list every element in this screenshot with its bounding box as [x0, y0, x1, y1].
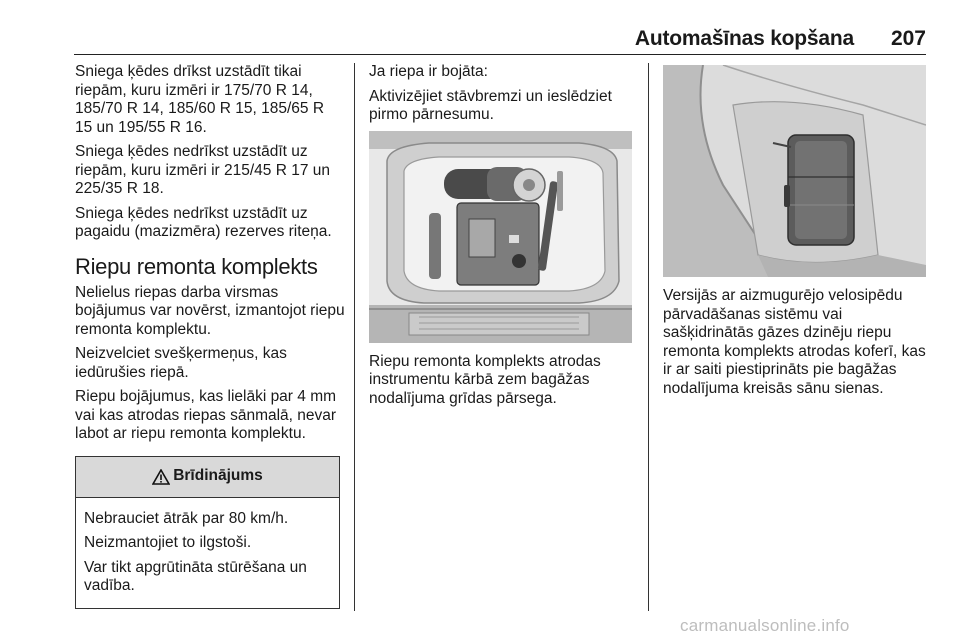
figure-caption: Versijās ar aizmugurējo velosipēdu pārvadāšanas sistēmu vai sašķidrinātās gāzes dzinēju riepu remonta komplekts atrodas koferī, kas ir ar saiti piestiprināts pie bagāžas nodalījuma kreisās sānu sienas.: [663, 287, 926, 397]
section-title: Riepu remonta komplekts: [75, 253, 318, 279]
trunk-case-figure: [663, 65, 926, 277]
paragraph: Riepu bojājumus, kas lielāki par 4 mm vai kas atrodas riepas sānmalā, nevar labot ar riepu remonta komplektu.: [75, 388, 337, 442]
warning-header: [76, 457, 339, 498]
column-right: [663, 63, 933, 404]
warning-triangle-icon: [152, 469, 170, 485]
header-title: Automašīnas kopšana: [634, 27, 854, 50]
paragraph: Nelielus riepas darba virsmas bojājumus var novērst, izmantojot riepu remonta komplektu.: [75, 283, 345, 338]
figure-caption: Riepu remonta komplekts atrodas instrumentu kārbā zem bagāžas nodalījuma grīdas pārsega.: [369, 352, 601, 407]
warning-item: Neizmantojiet to ilgstoši.: [84, 534, 252, 551]
paragraph: Sniega ķēdes nedrīkst uzstādīt uz riepām, kuru izmēri ir 215/45 R 17 un 225/35 R 18.: [75, 143, 331, 197]
page-header: [74, 26, 926, 55]
column-separator: [648, 63, 649, 611]
warning-item: Var tikt apgrūtināta stūrēšana un vadība.: [84, 558, 307, 594]
warning-body: [76, 498, 339, 608]
warning-box: [75, 456, 340, 609]
paragraph: Ja riepa ir bojāta:: [369, 63, 488, 80]
tire-repair-kit-figure: [369, 131, 632, 343]
warning-item: Nebrauciet ātrāk par 80 km/h.: [84, 509, 289, 527]
paragraph: Neizvelciet svešķermeņus, kas iedūrušies riepā.: [75, 345, 287, 381]
page-number: 207: [890, 27, 926, 50]
column-middle: [369, 63, 634, 414]
column-left: [75, 63, 345, 609]
paragraph: Sniega ķēdes nedrīkst uzstādīt uz pagaidu (mazizmēra) rezerves riteņa.: [75, 204, 332, 240]
column-separator: [354, 63, 355, 611]
paragraph: Aktivizējiet stāvbremzi un ieslēdziet pirmo pārnesumu.: [369, 87, 612, 123]
watermark: carmanualsonline.info: [680, 616, 850, 635]
warning-title: Brīdinājums: [173, 467, 263, 485]
paragraph: Sniega ķēdes drīkst uzstādīt tikai riepām, kuru izmēri ir 175/70 R 14, 185/70 R 14, 185/60 R 15, 185/65 R 15 un 195/55 R 16.: [75, 63, 325, 136]
